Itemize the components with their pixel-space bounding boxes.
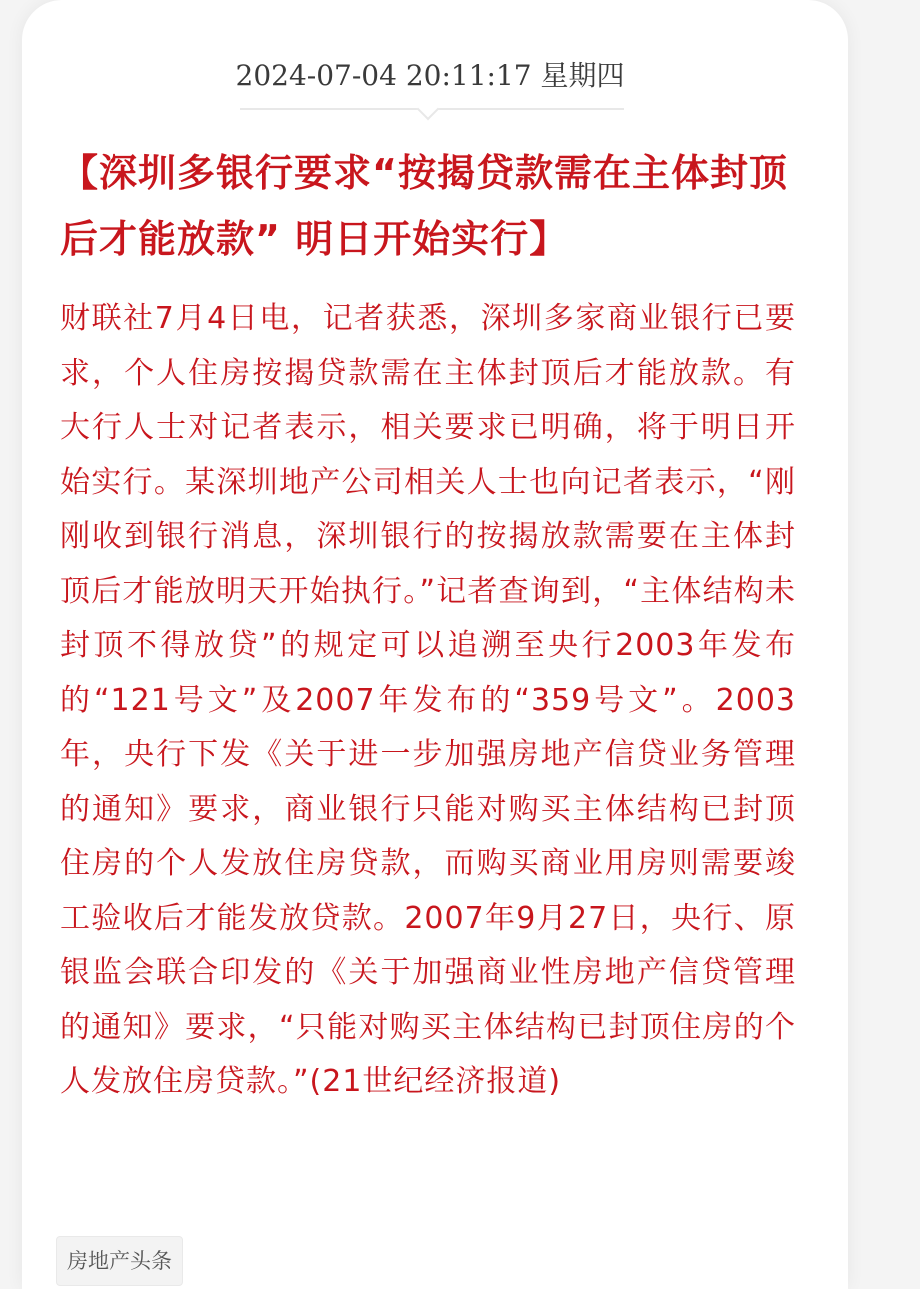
- publish-timestamp: 2024-07-04 20:11:17 星期四: [235, 59, 625, 92]
- article-headline: 【深圳多银行要求“按揭贷款需在主体封顶后才能放款” 明日开始实行】: [60, 151, 788, 261]
- topic-tag[interactable]: 房地产头条: [56, 1236, 183, 1286]
- article-body: 财联社7月4日电，记者获悉，深圳多家商业银行已要求，个人住房按揭贷款需在主体封顶后才能放款。有大行人士对记者表示，相关要求已明确，将于明日开始实行。某深圳地产公司相关人士也向记者表示，“刚刚收到银行消息，深圳银行的按揭放款需要在主体封顶后才能放明天开始执行。”记者查询到，“主体结构未封顶不得放贷”的规定可以追溯至央行2003年发布的“121号文”及2007年发布的“359号文”。2003年，央行下发《关于进一步加强房地产信贷业务管理的通知》要求，商业银行只能对购买主体结构已封顶住房的个人发放住房贷款，而购买商业用房则需要竣工验收后才能发放贷款。2007年9月27日，央行、原银监会联合印发的《关于加强商业性房地产信贷管理的通知》要求，“只能对购买主体结构已封顶住房的个人发放住房贷款。”(21世纪经济报道): [60, 301, 796, 1099]
